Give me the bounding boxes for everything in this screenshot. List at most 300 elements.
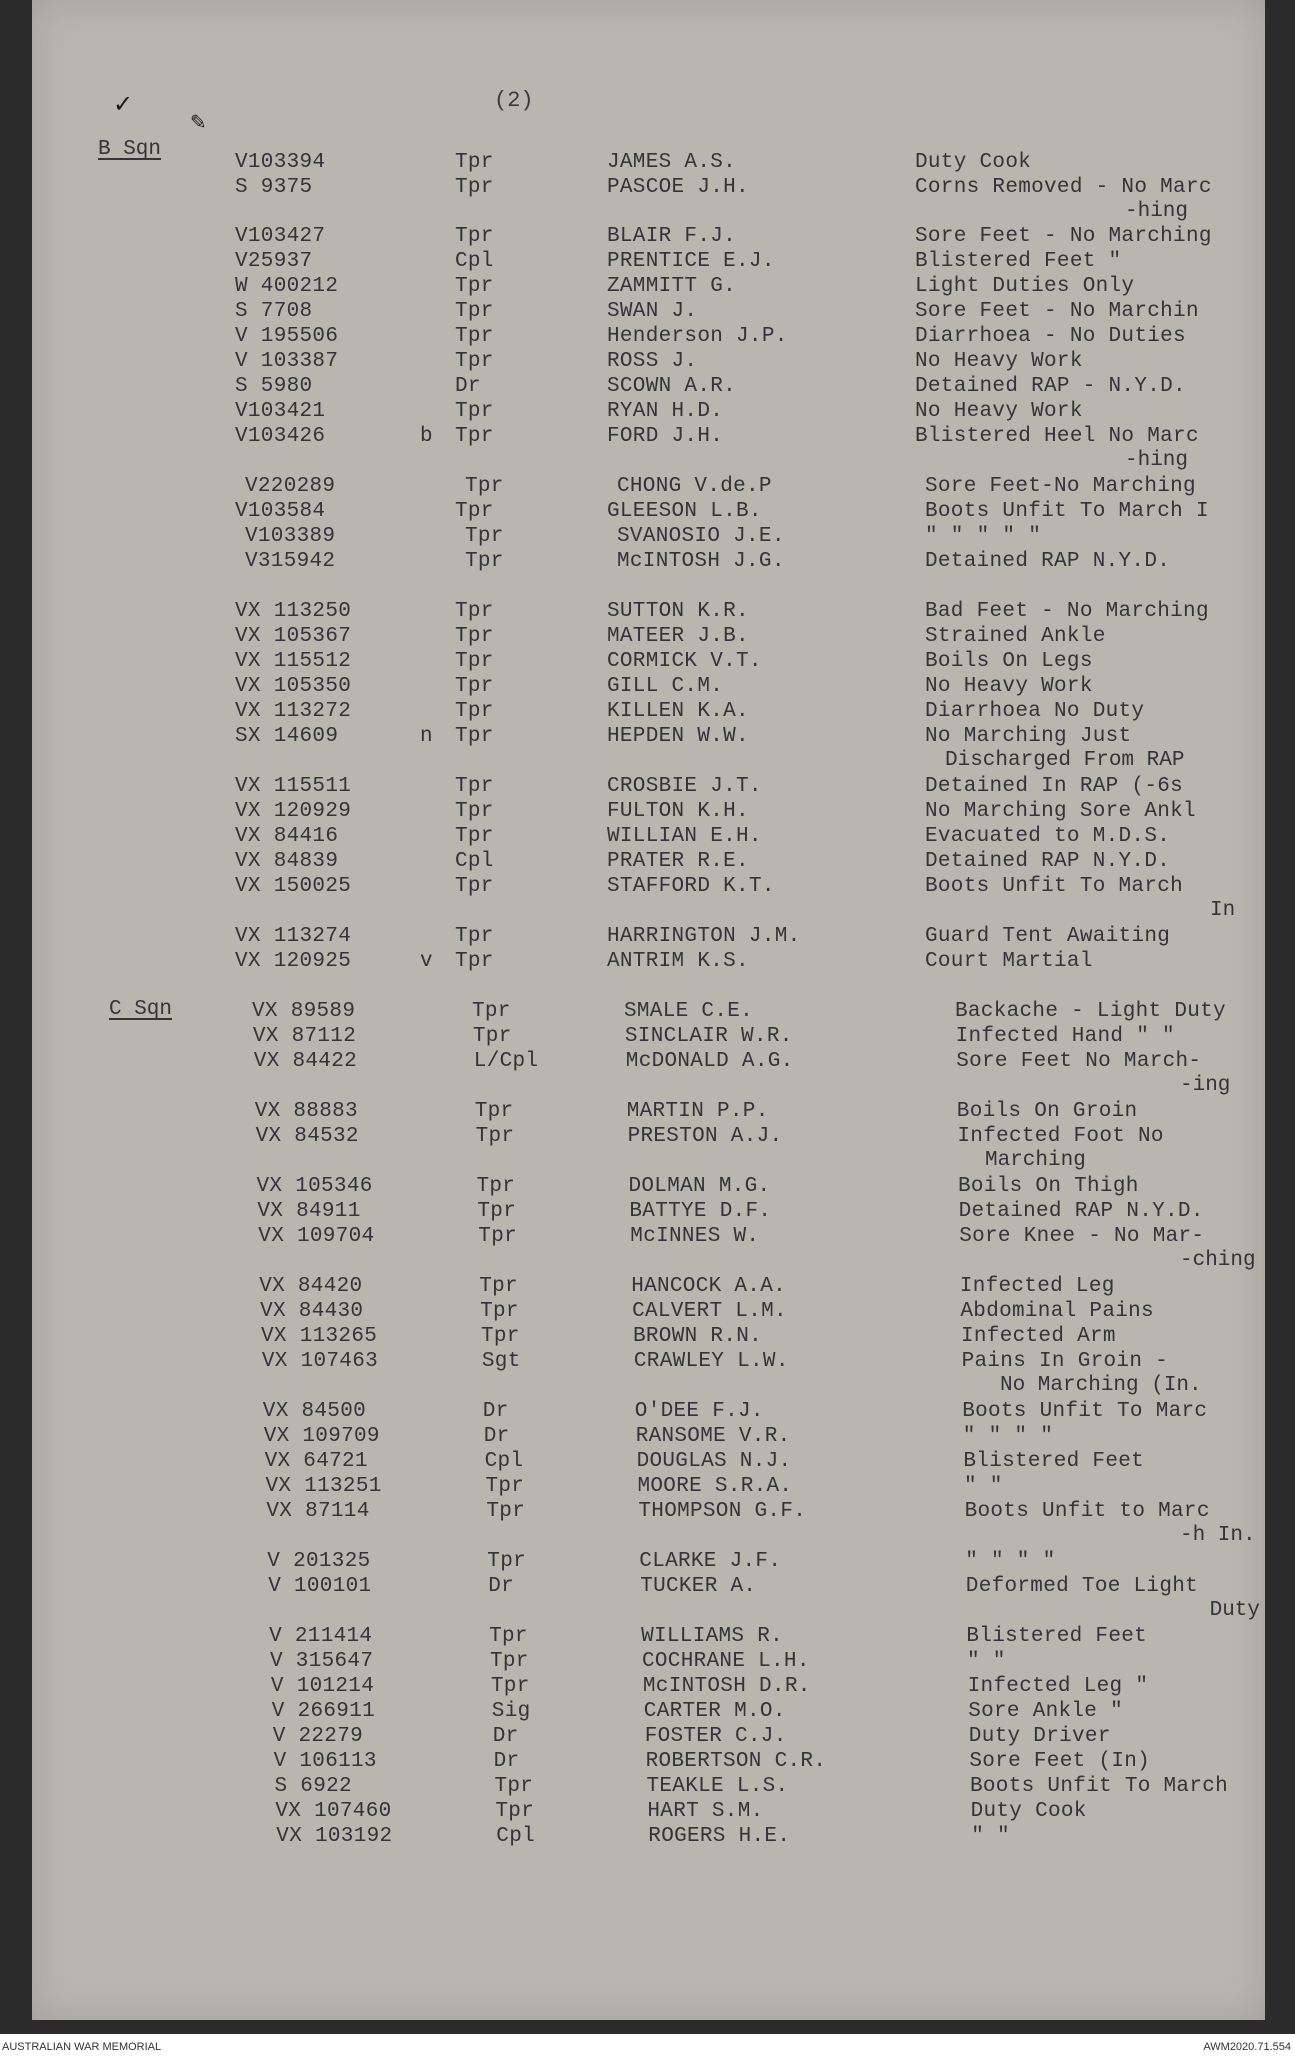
- soldier-name: Henderson J.P.: [607, 325, 788, 348]
- rank: Tpr: [489, 1625, 528, 1648]
- soldier-name: CRAWLEY L.W.: [633, 1350, 789, 1373]
- medical-remark: Sore Feet No March-: [956, 1050, 1202, 1073]
- medical-remark: " ": [967, 1650, 1006, 1673]
- rank: Tpr: [455, 325, 494, 348]
- soldier-name: ZAMMITT G.: [607, 275, 737, 298]
- soldier-name: DOUGLAS N.J.: [636, 1450, 792, 1473]
- rank: Tpr: [481, 1325, 520, 1348]
- soldier-name: MATEER J.B.: [607, 625, 749, 648]
- rank: Cpl: [484, 1450, 524, 1473]
- service-number: V103389: [245, 525, 336, 548]
- service-number: VX 103192: [276, 1825, 393, 1848]
- roll-entry: [0, 524, 1295, 550]
- medical-remark: No Heavy Work: [925, 675, 1093, 698]
- soldier-name: TEAKLE L.S.: [646, 1775, 789, 1798]
- service-number: V 201325: [267, 1550, 371, 1573]
- rank: Tpr: [490, 1650, 529, 1673]
- service-number: VX 109709: [263, 1425, 380, 1448]
- rank: Tpr: [455, 176, 494, 199]
- soldier-name: CARTER M.O.: [643, 1700, 786, 1723]
- service-number: VX 87112: [252, 1025, 357, 1048]
- roll-entry: [0, 774, 1295, 800]
- medical-remark: No Marching Sore Ankl: [925, 800, 1196, 823]
- medical-remark: No Heavy Work: [915, 350, 1083, 373]
- rank: Tpr: [455, 925, 494, 948]
- remark-continuation: -hing: [1125, 200, 1189, 223]
- rank: Tpr: [455, 675, 494, 698]
- soldier-name: SINCLAIR W.R.: [624, 1025, 793, 1048]
- roll-entry: [0, 549, 1295, 575]
- roll-entry: [0, 1499, 1295, 1525]
- roll-entry: [0, 175, 1295, 201]
- roll-entry: [0, 799, 1295, 825]
- medical-remark: Infected Leg: [959, 1275, 1115, 1298]
- roll-entry: [0, 349, 1295, 375]
- soldier-name: HEPDEN W.W.: [607, 725, 749, 748]
- roll-entry: [0, 1699, 1295, 1725]
- soldier-name: O'DEE F.J.: [634, 1400, 764, 1423]
- medical-remark: " " " " ": [925, 525, 1042, 548]
- service-number: W 400212: [235, 275, 339, 298]
- roll-entry: [0, 150, 1295, 176]
- service-number: V 211414: [269, 1625, 373, 1648]
- medical-remark: Infected Arm: [961, 1325, 1116, 1348]
- soldier-name: BLAIR F.J.: [607, 225, 737, 248]
- rank: Tpr: [455, 225, 494, 248]
- soldier-name: JAMES A.S.: [607, 151, 737, 174]
- rank: Tpr: [474, 1100, 514, 1123]
- soldier-name: PRESTON A.J.: [627, 1125, 783, 1148]
- service-number: S 5980: [235, 375, 313, 398]
- rank: L/Cpl: [473, 1050, 539, 1073]
- roll-entry: [0, 599, 1295, 625]
- roll-entry: [0, 1649, 1295, 1675]
- rank: Tpr: [477, 1200, 517, 1223]
- soldier-name: SUTTON K.R.: [607, 600, 749, 623]
- soldier-name: FOSTER C.J.: [644, 1725, 787, 1748]
- soldier-name: PRATER R.E.: [607, 850, 749, 873]
- remark-continuation: No Marching (In.: [1000, 1374, 1202, 1397]
- medical-remark: Infected Hand " ": [955, 1025, 1175, 1048]
- soldier-name: GLEESON L.B.: [607, 500, 762, 523]
- rank: Sig: [491, 1700, 531, 1723]
- rank: Tpr: [465, 525, 504, 548]
- medical-remark: Duty Cook: [970, 1800, 1087, 1823]
- service-number: VX 105350: [235, 675, 352, 698]
- rank: Cpl: [455, 250, 494, 273]
- rank: Tpr: [465, 475, 504, 498]
- roll-entry: [0, 399, 1295, 425]
- service-number: VX 84532: [255, 1125, 359, 1148]
- footer: [0, 2034, 1295, 2061]
- rank: Tpr: [476, 1175, 516, 1198]
- soldier-name: WILLIAN E.H.: [607, 825, 762, 848]
- soldier-name: McINTOSH J.G.: [617, 550, 785, 573]
- soldier-name: SVANOSIO J.E.: [617, 525, 785, 548]
- medical-remark: Sore Feet - No Marching: [915, 225, 1212, 248]
- remark-continuation: Marching: [985, 1149, 1086, 1172]
- roll-entry: [0, 249, 1295, 275]
- medical-remark: Detained In RAP (-6s: [925, 775, 1184, 798]
- rank: Tpr: [455, 625, 494, 648]
- rank: Sgt: [481, 1350, 521, 1373]
- soldier-name: HANCOCK A.A.: [631, 1275, 787, 1298]
- medical-remark: Detained RAP N.Y.D.: [925, 550, 1171, 573]
- medical-remark: Infected Leg ": [967, 1675, 1149, 1698]
- rank: Tpr: [465, 550, 504, 573]
- soldier-name: McINTOSH D.R.: [642, 1675, 811, 1698]
- rank: Tpr: [487, 1550, 527, 1573]
- service-number: VX 84430: [260, 1300, 364, 1323]
- medical-remark: Boils On Legs: [925, 650, 1093, 673]
- rank: Tpr: [490, 1675, 530, 1698]
- medical-remark: Boots Unfit To March I: [925, 500, 1209, 523]
- rank: Tpr: [455, 825, 494, 848]
- roll-entry: [0, 1049, 1295, 1075]
- roll-entry: [0, 1474, 1295, 1500]
- roll-entry: [0, 674, 1295, 700]
- service-number: V 106113: [273, 1750, 377, 1773]
- roll-entry: [0, 1724, 1295, 1750]
- rank: Tpr: [485, 1475, 525, 1498]
- margin-mark: n: [420, 725, 433, 748]
- soldier-name: TUCKER A.: [640, 1575, 757, 1598]
- roll-entry: [0, 924, 1295, 950]
- roll-entry: [0, 1549, 1295, 1575]
- soldier-name: GILL C.M.: [607, 675, 724, 698]
- soldier-name: PRENTICE E.J.: [607, 250, 775, 273]
- service-number: VX 113272: [235, 700, 352, 723]
- rank: Tpr: [494, 1775, 534, 1798]
- roll-entry: [0, 699, 1295, 725]
- roll-entry: [0, 1774, 1295, 1800]
- remark-continuation: -h In.: [1180, 1524, 1256, 1547]
- service-number: V25937: [235, 250, 313, 273]
- rank: Cpl: [496, 1825, 536, 1848]
- service-number: VX 105367: [235, 625, 352, 648]
- soldier-name: SMALE C.E.: [624, 1000, 754, 1023]
- service-number: V220289: [245, 475, 336, 498]
- service-number: VX 87114: [266, 1500, 370, 1523]
- service-number: V103584: [235, 500, 326, 523]
- medical-remark: Sore Feet-No Marching: [925, 475, 1196, 498]
- service-number: SX 14609: [235, 725, 339, 748]
- service-number: V 195506: [235, 325, 339, 348]
- service-number: VX 113250: [235, 600, 352, 623]
- service-number: VX 84422: [253, 1050, 358, 1073]
- roll-entry: [0, 1674, 1295, 1700]
- roll-entry: [0, 1624, 1295, 1650]
- roll-entry: [0, 224, 1295, 250]
- medical-remark: Sore Feet (In): [969, 1750, 1151, 1773]
- service-number: VX 113265: [261, 1325, 378, 1348]
- medical-remark: " ": [971, 1825, 1010, 1848]
- soldier-name: ROSS J.: [607, 350, 698, 373]
- service-number: S 9375: [235, 176, 313, 199]
- medical-remark: Boots Unfit to Marc: [964, 1500, 1210, 1523]
- roll-entry: [0, 1349, 1295, 1375]
- roll-entry: [0, 1399, 1295, 1425]
- rank: Tpr: [455, 875, 494, 898]
- service-number: VX 105346: [256, 1175, 373, 1198]
- roll-entry: [0, 1749, 1295, 1775]
- medical-remark: Deformed Toe Light: [965, 1575, 1199, 1598]
- service-number: VX 107460: [275, 1800, 392, 1823]
- roll-entry: [0, 849, 1295, 875]
- roll-entry: [0, 1574, 1295, 1600]
- rank: Dr: [488, 1575, 514, 1598]
- soldier-name: RANSOME V.R.: [635, 1425, 791, 1448]
- medical-remark: Diarrhoea - No Duties: [915, 325, 1186, 348]
- medical-remark: Court Martial: [925, 950, 1093, 973]
- service-number: V103427: [235, 225, 326, 248]
- rank: Dr: [492, 1725, 519, 1748]
- pencil-mark: ✎: [190, 110, 207, 134]
- soldier-name: HART S.M.: [647, 1800, 764, 1823]
- soldier-name: HARRINGTON J.M.: [607, 925, 801, 948]
- service-number: VX 113251: [265, 1475, 382, 1498]
- soldier-name: McINNES W.: [630, 1225, 760, 1248]
- rank: Dr: [493, 1750, 520, 1773]
- service-number: VX 84416: [235, 825, 339, 848]
- service-number: VX 120929: [235, 800, 352, 823]
- medical-remark: Corns Removed - No Marc: [915, 176, 1212, 199]
- roll-entry: [0, 424, 1295, 450]
- rank: Tpr: [472, 1025, 512, 1048]
- rank: Tpr: [455, 425, 494, 448]
- rank: Tpr: [472, 1000, 511, 1023]
- service-number: VX 115512: [235, 650, 352, 673]
- soldier-name: FORD J.H.: [607, 425, 724, 448]
- soldier-name: CROSBIE J.T.: [607, 775, 762, 798]
- service-number: VX 89589: [252, 1000, 356, 1023]
- service-number: VX 84500: [262, 1400, 367, 1423]
- medical-remark: Duty Driver: [968, 1725, 1111, 1748]
- service-number: V315942: [245, 550, 336, 573]
- margin-mark: v: [420, 950, 433, 973]
- remark-continuation: In: [1210, 899, 1236, 922]
- roll-entry: [0, 874, 1295, 900]
- rank: Tpr: [455, 775, 494, 798]
- roll-entry: [0, 274, 1295, 300]
- rank: Tpr: [455, 600, 494, 623]
- medical-remark: " " " ": [965, 1550, 1056, 1573]
- rank: Tpr: [455, 400, 494, 423]
- medical-remark: Boils On Thigh: [958, 1175, 1139, 1198]
- rank: Dr: [482, 1400, 509, 1423]
- remark-continuation: -hing: [1125, 449, 1189, 472]
- service-number: VX 84911: [257, 1200, 361, 1223]
- roll-entry: [0, 1199, 1295, 1225]
- rank: Tpr: [455, 300, 494, 323]
- service-number: V 22279: [272, 1725, 364, 1748]
- service-number: V 100101: [268, 1575, 372, 1598]
- medical-remark: " ": [964, 1475, 1003, 1498]
- remark-continuation: Duty: [1209, 1599, 1261, 1622]
- medical-remark: Blistered Heel No Marc: [915, 425, 1199, 448]
- medical-remark: Strained Ankle: [925, 625, 1106, 648]
- medical-remark: Sore Feet - No Marchin: [915, 300, 1199, 323]
- service-number: VX 88883: [254, 1100, 358, 1123]
- soldier-name: CHONG V.de.P: [617, 475, 772, 498]
- rank: Tpr: [455, 275, 494, 298]
- medical-remark: Blistered Feet: [966, 1625, 1148, 1648]
- medical-remark: No Heavy Work: [915, 400, 1083, 423]
- rank: Tpr: [455, 725, 494, 748]
- roll-entry: [0, 1424, 1295, 1450]
- soldier-name: COCHRANE L.H.: [642, 1650, 810, 1673]
- pencil-mark: ✓: [113, 90, 134, 118]
- medical-remark: Abdominal Pains: [960, 1300, 1154, 1323]
- squadron-label-b: B Sqn: [98, 138, 162, 161]
- medical-remark: Boots Unfit To March: [925, 875, 1184, 898]
- rank: Cpl: [455, 850, 494, 873]
- service-number: V 101214: [270, 1675, 375, 1698]
- roll-entry: [0, 624, 1295, 650]
- rank: Tpr: [495, 1800, 535, 1823]
- soldier-name: PASCOE J.H.: [607, 176, 749, 199]
- soldier-name: RYAN H.D.: [607, 400, 724, 423]
- soldier-name: WILLIAMS R.: [641, 1625, 784, 1648]
- rank: Dr: [455, 375, 481, 398]
- soldier-name: McDONALD A.G.: [625, 1050, 794, 1073]
- soldier-name: CLARKE J.F.: [639, 1550, 782, 1573]
- service-number: V 315647: [270, 1650, 374, 1673]
- service-number: S 7708: [235, 300, 313, 323]
- medical-remark: Blistered Feet: [963, 1450, 1145, 1473]
- medical-remark: Evacuated to M.D.S.: [925, 825, 1171, 848]
- squadron-label-c: C Sqn: [109, 998, 173, 1021]
- service-number: VX 109704: [258, 1225, 375, 1248]
- service-number: VX 150025: [235, 875, 352, 898]
- roll-entry: [0, 1024, 1295, 1050]
- roll-entry: [0, 1099, 1295, 1125]
- medical-remark: Infected Foot No: [957, 1125, 1164, 1148]
- service-number: S 6922: [274, 1775, 352, 1798]
- medical-remark: Diarrhoea No Duty: [925, 700, 1145, 723]
- soldier-name: KILLEN K.A.: [607, 700, 749, 723]
- roll-entry: [0, 1224, 1295, 1250]
- soldier-name: MOORE S.R.A.: [637, 1475, 793, 1498]
- soldier-name: THOMPSON G.F.: [638, 1500, 807, 1523]
- service-number: V103394: [235, 151, 326, 174]
- roll-entry: [0, 1324, 1295, 1350]
- rank: Dr: [483, 1425, 510, 1448]
- roll-entry: [0, 299, 1295, 325]
- soldier-name: BROWN R.N.: [633, 1325, 763, 1348]
- service-number: V 103387: [235, 350, 339, 373]
- roll-entry: [0, 499, 1295, 525]
- rank: Tpr: [475, 1125, 515, 1148]
- soldier-name: SCOWN A.R.: [607, 375, 737, 398]
- medical-remark: Boots Unfit To March: [970, 1775, 1229, 1798]
- rank: Tpr: [486, 1500, 526, 1523]
- roll-entry: [0, 1274, 1295, 1300]
- service-number: VX 113274: [235, 925, 352, 948]
- page-number: (2): [494, 88, 534, 113]
- soldier-name: STAFFORD K.T.: [607, 875, 775, 898]
- service-number: VX 107463: [261, 1350, 379, 1373]
- roll-entry: [0, 374, 1295, 400]
- medical-remark: Sore Knee - No Mar-: [959, 1225, 1205, 1248]
- medical-remark: Backache - Light Duty: [955, 1000, 1226, 1023]
- soldier-name: FULTON K.H.: [607, 800, 749, 823]
- margin-mark: b: [420, 425, 433, 448]
- roll-entry: [0, 824, 1295, 850]
- medical-remark: Boots Unfit To Marc: [962, 1400, 1208, 1423]
- medical-remark: No Marching Just: [925, 725, 1132, 748]
- remark-continuation: Discharged From RAP: [945, 749, 1185, 772]
- service-number: VX 84420: [259, 1275, 363, 1298]
- footer-reference: AWM2020.71.554: [1203, 2041, 1291, 2053]
- soldier-name: CALVERT L.M.: [632, 1300, 787, 1323]
- roll-entry: [0, 474, 1295, 500]
- soldier-name: ROGERS H.E.: [648, 1825, 791, 1848]
- soldier-name: SWAN J.: [607, 300, 698, 323]
- rank: Tpr: [455, 950, 494, 973]
- roll-entry: [0, 724, 1295, 750]
- roll-entry: [0, 999, 1295, 1025]
- service-number: V103421: [235, 400, 326, 423]
- rank: Tpr: [478, 1225, 518, 1248]
- medical-remark: Blistered Feet ": [915, 250, 1122, 273]
- remark-continuation: -ing: [1180, 1074, 1231, 1097]
- service-number: VX 64721: [264, 1450, 368, 1473]
- soldier-name: CORMICK V.T.: [607, 650, 762, 673]
- service-number: V 266911: [271, 1700, 376, 1723]
- rank: Tpr: [479, 1275, 518, 1298]
- rank: Tpr: [455, 700, 494, 723]
- roll-entry: [0, 1299, 1295, 1325]
- service-number: VX 115511: [235, 775, 352, 798]
- footer-institution: AUSTRALIAN WAR MEMORIAL: [2, 2041, 162, 2053]
- roll-entry: [0, 949, 1295, 975]
- medical-remark: Detained RAP N.Y.D.: [925, 850, 1171, 873]
- soldier-name: DOLMAN M.G.: [628, 1175, 771, 1198]
- rank: Tpr: [455, 350, 494, 373]
- medical-remark: Guard Tent Awaiting: [925, 925, 1171, 948]
- roll-entry: [0, 1174, 1295, 1200]
- roll-entry: [0, 1799, 1295, 1825]
- rank: Tpr: [455, 500, 494, 523]
- soldier-name: ANTRIM K.S.: [607, 950, 749, 973]
- roll-entry: [0, 1449, 1295, 1475]
- medical-remark: " " " ": [962, 1425, 1054, 1448]
- medical-remark: Bad Feet - No Marching: [925, 600, 1209, 623]
- medical-remark: Boils On Groin: [956, 1100, 1138, 1123]
- service-number: V103426: [235, 425, 326, 448]
- rank: Tpr: [480, 1300, 519, 1323]
- soldier-name: MARTIN P.P.: [626, 1100, 769, 1123]
- service-number: VX 84839: [235, 850, 339, 873]
- medical-remark: Pains In Groin -: [961, 1350, 1169, 1373]
- medical-remark: Detained RAP - N.Y.D.: [915, 375, 1186, 398]
- roll-entry: [0, 649, 1295, 675]
- medical-remark: Detained RAP N.Y.D.: [958, 1200, 1204, 1223]
- service-number: VX 120925: [235, 950, 352, 973]
- rank: Tpr: [455, 800, 494, 823]
- roll-entry: [0, 1824, 1295, 1850]
- soldier-name: BATTYE D.F.: [629, 1200, 772, 1223]
- remark-continuation: -ching: [1180, 1249, 1256, 1272]
- medical-remark: Duty Cook: [915, 151, 1032, 174]
- rank: Tpr: [455, 151, 494, 174]
- medical-remark: Sore Ankle ": [968, 1700, 1124, 1723]
- roll-entry: [0, 1124, 1295, 1150]
- roll-entry: [0, 324, 1295, 350]
- soldier-name: ROBERTSON C.R.: [645, 1750, 827, 1773]
- medical-remark: Light Duties Only: [915, 275, 1135, 298]
